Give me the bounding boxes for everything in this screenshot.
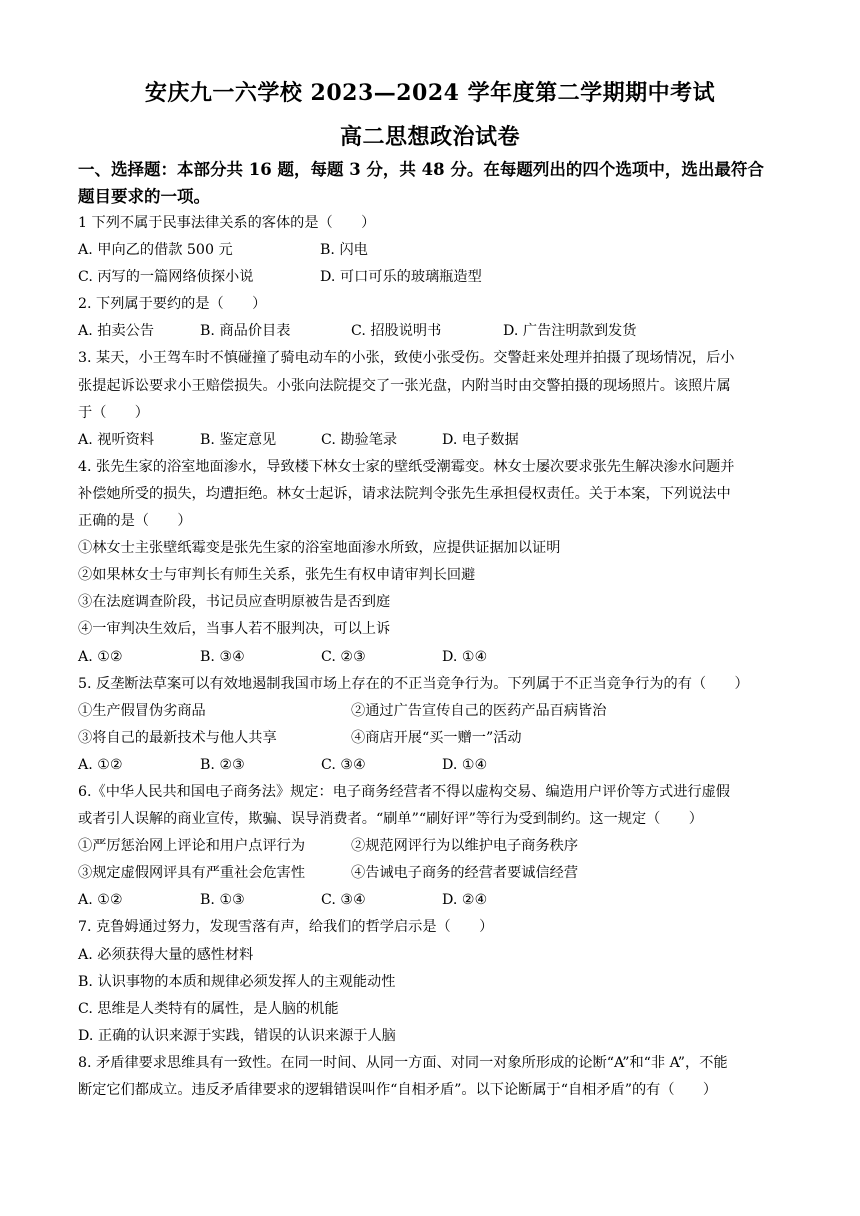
option-row — [78, 318, 788, 345]
option-item: D. 可口可乐的玻璃瓶造型 — [320, 269, 482, 286]
option-item: A. 拍卖公告 — [78, 323, 155, 340]
option-item: A. 视听资料 — [78, 431, 155, 448]
option-item: D. ①④ — [442, 756, 488, 773]
option-row — [78, 698, 788, 725]
question-text: 6.《中华人民共和国电子商务法》规定：电子商务经营者不得以虚构交易、编造用户评价等方式进行虚假 — [78, 783, 730, 800]
question-7 — [78, 914, 788, 1049]
question-text: A. 必须获得大量的感性材料 — [78, 946, 254, 963]
question-text: 4. 张先生家的浴室地面渗水，导致楼下林女士家的壁纸受潮霉变。林女士屡次要求张先生解决渗水问题并 — [78, 458, 735, 475]
question-2 — [78, 291, 788, 345]
question-text: 或者引人误解的商业宣传，欺骗、误导消费者。“刷单”“刷好评”等行为受到制约。这一规定（ ） — [78, 811, 703, 828]
question-text: D. 正确的认识来源于实践，错误的认识来源于人脑 — [78, 1027, 396, 1044]
option-item: ④告诫电子商务的经营者要诚信经营 — [351, 865, 579, 882]
option-row — [78, 237, 788, 264]
option-item: ④商店开展“买一赠一”活动 — [351, 729, 522, 746]
question-1 — [78, 210, 788, 291]
option-item: A. 甲向乙的借款 500 元 — [78, 242, 233, 259]
question-text: 2. 下列属于要约的是（ ） — [78, 296, 267, 313]
option-item: B. ③④ — [200, 648, 245, 665]
option-item: B. 商品价目表 — [200, 323, 291, 340]
option-row — [78, 860, 788, 887]
option-item: B. 闪电 — [320, 242, 368, 259]
question-4 — [78, 454, 788, 671]
option-item: B. 鉴定意见 — [200, 431, 277, 448]
question-text: 张提起诉讼要求小王赔偿损失。小张向法院提交了一张光盘，内附当时由交警拍摄的现场照片。该照片属 — [78, 377, 731, 394]
option-row — [78, 427, 788, 454]
option-item: D. ②④ — [442, 892, 488, 909]
option-row — [78, 833, 788, 860]
question-text: ①林女士主张壁纸霉变是张先生家的浴室地面渗水所致，应提供证据加以证明 — [78, 540, 561, 557]
option-item: ②通过广告宣传自己的医药产品百病皆治 — [351, 702, 607, 719]
question-8 — [78, 1050, 788, 1104]
question-text: 于（ ） — [78, 404, 149, 421]
question-text: C. 思维是人类特有的属性，是人脑的机能 — [78, 1000, 339, 1017]
option-item: B. ①③ — [200, 892, 245, 909]
option-item: C. ③④ — [321, 892, 366, 909]
question-text: ③在法庭调查阶段，书记员应查明原被告是否到庭 — [78, 594, 391, 611]
question-text: 8. 矛盾律要求思维具有一致性。在同一时间、从同一方面、对同一对象所形成的论断“A”和“非 A”，不能 — [78, 1054, 728, 1071]
option-item: D. 广告注明款到发货 — [503, 323, 637, 340]
question-text: B. 认识事物的本质和规律必须发挥人的主观能动性 — [78, 973, 396, 990]
option-item: D. ①④ — [442, 648, 488, 665]
question-text: 1 下列不属于民事法律关系的客体的是（ ） — [78, 215, 376, 231]
section-heading-line: 题目要求的一项。 — [78, 187, 210, 206]
option-item: ②规范网评行为以维护电子商务秩序 — [351, 838, 579, 855]
option-item: C. ③④ — [321, 756, 366, 773]
option-row — [78, 887, 788, 914]
question-text: 7. 克鲁姆通过努力，发现雪落有声，给我们的哲学启示是（ ） — [78, 919, 494, 936]
question-text: 断定它们都成立。违反矛盾律要求的逻辑错误叫作“自相矛盾”。以下论断属于“自相矛盾”的有（ ） — [78, 1082, 718, 1098]
question-text: ②如果林女士与审判长有师生关系，张先生有权申请审判长回避 — [78, 567, 476, 584]
option-item: D. 电子数据 — [442, 431, 519, 448]
option-item: ③将自己的最新技术与他人共享 — [78, 729, 277, 746]
option-row — [78, 644, 788, 671]
exam-subtitle: 高二思想政治试卷 — [339, 124, 520, 150]
option-item: A. ①② — [78, 756, 123, 773]
section-heading — [78, 156, 788, 210]
exam-title: 安庆九一六学校 2023—2024 学年度第二学期期中考试 — [144, 80, 716, 106]
question-text: 正确的是（ ） — [78, 513, 192, 530]
option-item: C. 勘验笔录 — [321, 431, 398, 448]
question-text: 3. 某天，小王驾车时不慎碰撞了骑电动车的小张，致使小张受伤。交警赶来处理并拍摄了现场情况，后小 — [78, 350, 735, 367]
question-3 — [78, 345, 788, 453]
option-row — [78, 725, 788, 752]
question-6 — [78, 779, 788, 914]
option-item: A. ①② — [78, 892, 123, 909]
question-list — [78, 210, 788, 1104]
question-5 — [78, 671, 788, 779]
question-text: 5. 反垄断法草案可以有效地遏制我国市场上存在的不正当竞争行为。下列属于不正当竞争行为的有（ ） — [78, 675, 749, 692]
option-row — [78, 264, 788, 291]
option-item: A. ①② — [78, 648, 123, 665]
question-text: ④一审判决生效后，当事人若不服判决，可以上诉 — [78, 621, 391, 638]
option-item: ①严厉惩治网上评论和用户点评行为 — [78, 838, 306, 855]
option-item: C. 招股说明书 — [351, 323, 442, 340]
option-item: C. 丙写的一篇网络侦探小说 — [78, 269, 254, 286]
option-row — [78, 752, 788, 779]
section-heading-line: 一、选择题：本部分共 16 题，每题 3 分，共 48 分。在每题列出的四个选项中，选出最符合 — [78, 160, 764, 179]
option-item: B. ②③ — [200, 756, 245, 773]
option-item: ③规定虚假网评具有严重社会危害性 — [78, 865, 306, 882]
option-item: C. ②③ — [321, 648, 366, 665]
option-item: ①生产假冒伪劣商品 — [78, 702, 206, 719]
question-text: 补偿她所受的损失，均遭拒绝。林女士起诉，请求法院判令张先生承担侵权责任。关于本案，下列说法中 — [78, 485, 731, 502]
